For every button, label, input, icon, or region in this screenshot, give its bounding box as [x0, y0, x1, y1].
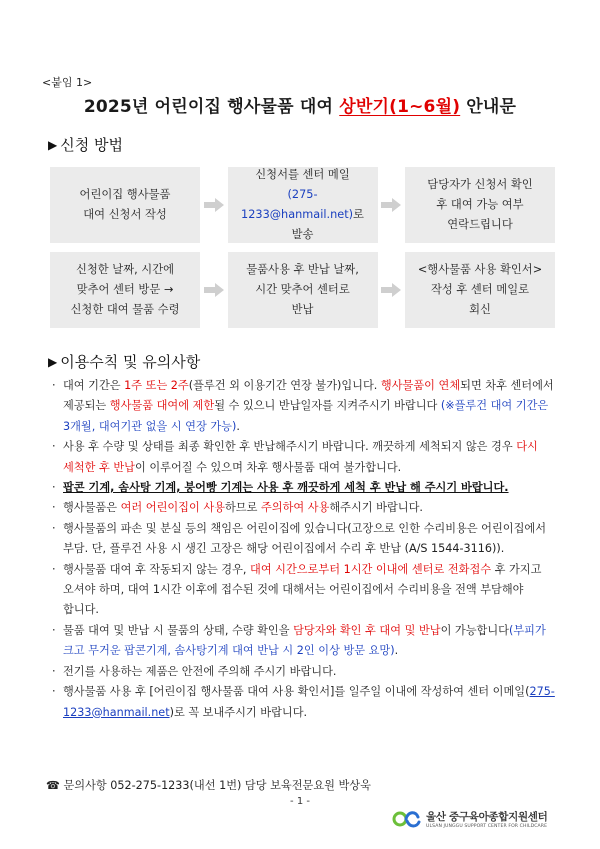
flow-step-1	[50, 167, 200, 243]
triangle-marker-icon: ▶	[48, 138, 58, 152]
flow-step-line: 어린이집 행사물품	[79, 188, 171, 201]
rule-text: 행사물품의 파손 및 분실 등의 책임은 어린이집에 있습니다(고장으로 인한 수리비용은 어린이집에서 부담. 단, 플루건 사용 시 생긴 고장은 해당 어린이집에서 수리 후 반납 (A/S 1544-3116)).	[63, 521, 547, 556]
logo-text	[426, 809, 547, 829]
rule-item	[52, 498, 562, 518]
rule-text: 이 이루어질 수 있으며 차후 행사물품 대여 불가합니다.	[134, 460, 402, 474]
flow-step-line: 후 대여 가능 여부	[436, 198, 524, 211]
rule-text: 대여 기간은	[63, 379, 125, 392]
rule-text: 될 수 있으니 반납일자를 지켜주시기 바랍니다	[214, 399, 441, 413]
flow-step-line: 신청서를 센터 메일	[255, 168, 350, 181]
rule-item	[52, 519, 562, 560]
bullet: ·	[52, 379, 56, 392]
rule-item	[52, 662, 562, 682]
rule-item	[52, 682, 562, 723]
center-email-link[interactable]: (275-1233@hanmail.net)	[241, 188, 354, 221]
section-title: 이용수칙 및 유의사항	[60, 353, 201, 371]
rule-text: 후 가지고 오셔야 하며, 대여 1시간 이후에 접수된 것에 대해서는 어린이집에서 수리비용을 전액 부담해야 합니다.	[63, 562, 542, 617]
rule-emphasis: 1주 또는 2주	[124, 379, 189, 392]
right-arrow-icon	[380, 195, 402, 215]
title-highlight: 상반기(1~6월)	[339, 97, 461, 117]
flow-step-line: 반납	[291, 303, 314, 316]
flow-step-6	[405, 252, 555, 328]
right-arrow-icon	[203, 280, 225, 300]
rule-emphasis: 담당자와 확인 후 대여 및 반납	[293, 623, 441, 637]
rules-list	[52, 376, 562, 723]
center-email-link[interactable]: 275-1233@hanmail.net	[63, 685, 555, 719]
rule-item	[52, 376, 562, 437]
bullet: ·	[52, 501, 56, 515]
rule-text: 사용 후 수량 및 상태를 최종 확인한 후 반납해주시기 바랍니다. 깨끗하게 세척되지 않은 경우	[63, 440, 517, 454]
flow-step-line: 연락드립니다	[447, 218, 513, 231]
flow-step-line: 회신	[469, 303, 491, 316]
bullet: ·	[52, 562, 56, 576]
center-logo-mark-icon	[392, 808, 422, 830]
flow-step-line: 발송	[291, 228, 314, 241]
rule-item	[52, 560, 562, 621]
flow-step-5	[228, 252, 378, 328]
section-heading-application	[48, 134, 123, 155]
rule-emphasis: 행사물품이 연체	[380, 379, 461, 392]
rule-item	[52, 478, 562, 498]
logo-name-en: ULSAN JUNGGU SUPPORT CENTER FOR CHILDCARE	[426, 824, 548, 829]
flow-step-line: 물품사용 후 반납 날짜,	[246, 263, 359, 276]
section-heading-rules	[48, 351, 200, 372]
flow-step-line: <행사물품 사용 확인서>	[417, 263, 543, 276]
flow-row-1	[50, 167, 555, 243]
flow-step-text: 로	[353, 208, 364, 221]
contact-info	[46, 777, 371, 793]
rule-note: (※플루건 대여 기간은 3개월, 대여기관 없을 시 연장 가능)	[63, 399, 549, 433]
flow-row-2	[50, 252, 555, 328]
flow-step-line: 대여 신청서 작성	[83, 208, 167, 221]
bullet: ·	[52, 664, 56, 678]
flow-step-line: 신청한 날짜, 시간에	[75, 263, 175, 276]
rule-text: 전기를 사용하는 제품은 안전에 주의해 주시기 바랍니다.	[63, 664, 337, 678]
bullet: ·	[52, 481, 56, 495]
rule-text: 이 가능합니다	[440, 623, 509, 637]
rule-emphasis: 대여 시간으로부터 1시간 이내에 센터로 전화접수	[250, 562, 492, 576]
phone-icon: ☎	[46, 779, 60, 792]
bullet: ·	[52, 521, 56, 535]
page-number: - 1 -	[290, 796, 310, 807]
page-title	[0, 92, 600, 117]
flow-step-2	[228, 167, 378, 243]
flow-step-line: 맞추어 센터 방문 →	[76, 283, 174, 296]
bullet: ·	[52, 440, 56, 454]
contact-text: 문의사항 052-275-1233(내선 1번) 담당 보육전문요원 박상욱	[63, 779, 371, 792]
bullet: ·	[52, 685, 56, 699]
logo-name-ko: 울산 중구육아종합지원센터	[426, 811, 548, 823]
section-title: 신청 방법	[60, 136, 123, 154]
rule-emphasis: 다시 세척한 후 반납	[63, 440, 538, 474]
right-arrow-icon	[380, 280, 402, 300]
flow-step-line: 시간 맞추어 센터로	[255, 283, 350, 296]
rule-text: .	[236, 419, 240, 433]
title-suffix: 안내문	[460, 97, 517, 117]
triangle-marker-icon: ▶	[48, 355, 58, 369]
rule-text: 하므로	[224, 501, 261, 515]
rule-item	[52, 437, 562, 478]
flow-step-3	[405, 167, 555, 243]
rule-text: 해주시기 바랍니다.	[329, 501, 423, 515]
rule-text: (플루건 외 이용기간 연장 불가)입니다.	[188, 379, 381, 392]
rule-item	[52, 621, 562, 662]
rule-bold-text: 팝콘 기계, 솜사탕 기계, 붕어빵 기계는 사용 후 깨끗하게 세척 후 반납 해 주시기 바랍니다.	[63, 481, 509, 495]
rule-text: 행사물품 사용 후 [어린이집 행사물품 대여 사용 확인서]를 일주일 이내에 작성하여 센터 이메일(	[63, 685, 530, 699]
rule-note: (부피가 크고 무거운 팝콘기계, 솜사탕기계 대여 반납 시 2인 이상 방문 요망)	[63, 623, 546, 658]
bullet: ·	[52, 623, 56, 637]
flow-step-line: 담당자가 신청서 확인	[427, 178, 533, 191]
attachment-label: <붙임 1>	[42, 76, 93, 89]
rule-text: .	[394, 644, 399, 658]
rule-text: 물품 대여 및 반납 시 물품의 상태, 수량 확인을	[63, 623, 294, 637]
right-arrow-icon	[203, 195, 225, 215]
rule-emphasis: 주의하여 사용	[260, 501, 330, 515]
center-logo	[392, 806, 562, 832]
rule-text: 행사물품 대여 후 작동되지 않는 경우,	[63, 562, 251, 576]
rule-text: )로 꼭 보내주시기 바랍니다.	[169, 705, 308, 719]
flow-step-line	[234, 185, 372, 225]
title-prefix: 2025년 어린이집 행사물품 대여	[83, 97, 340, 117]
rule-emphasis: 행사물품 대여에 제한	[109, 399, 215, 413]
flow-step-line: 작성 후 센터 메일로	[430, 283, 530, 296]
flow-step-line: 신청한 대여 물품 수령	[70, 303, 180, 316]
rule-text: 행사물품은	[63, 501, 121, 515]
flow-step-4	[50, 252, 200, 328]
rule-text: 되면 차후 센터에서 제공되는	[63, 379, 554, 413]
rule-emphasis: 여러 어린이집이 사용	[120, 501, 225, 515]
